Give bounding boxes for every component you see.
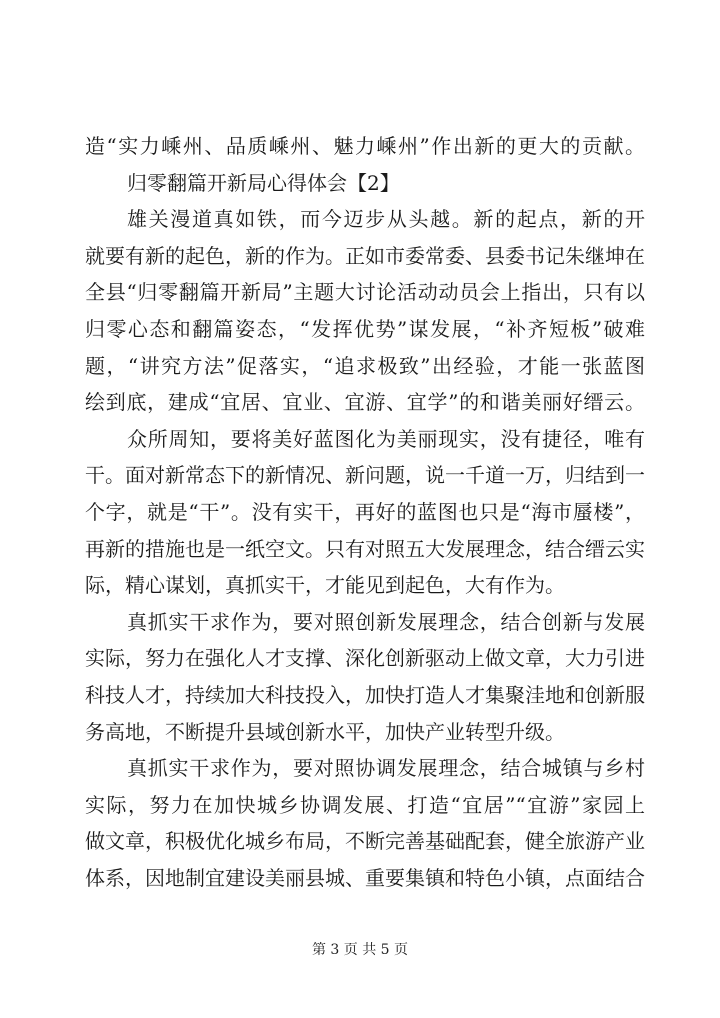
text-line-11: 个字，就是“干”。没有实干，再好的蓝图也只是“海市蜃楼”， xyxy=(85,500,645,524)
text-line-4: 就要有新的起色，新的作为。正如市委常委、县委书记朱继坤在 xyxy=(85,243,645,268)
text-line-8: 绘到底，建成“宜居、宜业、宜游、宜学”的和谐美丽好缙云。 xyxy=(85,390,645,415)
text-line-10: 干。面对新常态下的新情况、新问题，说一千道一万，归结到一 xyxy=(85,463,645,488)
text-line-5: 全县“归零翻篇开新局”主题大讨论活动动员会上指出，只有以 xyxy=(85,280,645,305)
text-line-20: 做文章，积极优化城乡布局，不断完善基础配套，健全旅游产业 xyxy=(85,829,645,854)
text-line-18: 真抓实干求作为，要对照协调发展理念，结合城镇与乡村 xyxy=(127,756,645,781)
section-heading: 归零翻篇开新局心得体会【2】 xyxy=(127,170,400,195)
text-line-13: 际，精心谋划，真抓实干，才能见到起色，大有作为。 xyxy=(85,573,565,598)
text-line-19: 实际，努力在加快城乡协调发展、打造“宜居”“宜游”家园上 xyxy=(85,792,645,817)
text-line-12: 再新的措施也是一纸空文。只有对照五大发展理念，结合缙云实 xyxy=(85,536,645,561)
text-line-17: 务高地，不断提升县域创新水平，加快产业转型升级。 xyxy=(85,719,565,744)
page-footer: 第 3 页 共 5 页 xyxy=(311,942,409,958)
text-line-6: 归零心态和翻篇姿态，“发挥优势”谋发展，“补齐短板”破难 xyxy=(85,317,645,341)
text-line-21: 体系，因地制宜建设美丽县城、重要集镇和特色小镇，点面结合 xyxy=(85,866,645,890)
text-line-16: 科技人才，持续加大科技投入，加快打造人才集聚洼地和创新服 xyxy=(85,683,645,707)
text-line-7: 题，“讲究方法”促落实，“追求极致”出经验，才能一张蓝图 xyxy=(85,353,645,378)
text-line-15: 实际，努力在强化人才支撑、深化创新驱动上做文章，大力引进 xyxy=(85,646,645,671)
text-line-1: 造“实力嵊州、品质嵊州、魅力嵊州”作出新的更大的贡献。 xyxy=(85,134,645,158)
text-line-3: 雄关漫道真如铁，而今迈步从头越。新的起点，新的开 xyxy=(127,207,645,232)
text-line-9: 众所周知，要将美好蓝图化为美丽现实，没有捷径，唯有 xyxy=(127,426,645,451)
text-line-14: 真抓实干求作为，要对照创新发展理念，结合创新与发展 xyxy=(127,609,645,634)
